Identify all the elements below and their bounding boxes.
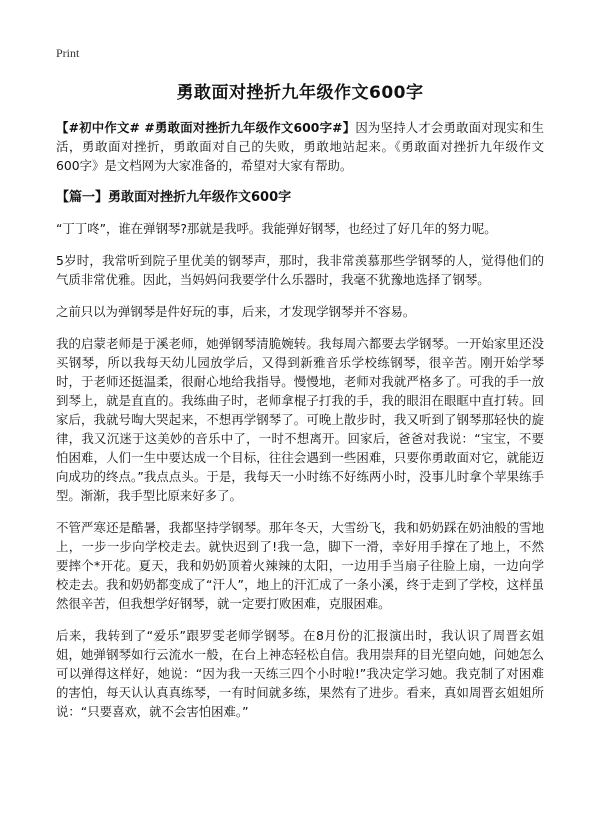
intro-paragraph (56, 118, 544, 175)
intro-text: 因为坚持人才会勇敢面对现实和生活，勇敢面对挫折，勇敢面对自己的失败，勇敢地站起来。《勇敢面对挫折九年级作文600字》是文档网为大家准备的，希望对大家有帮助。 (56, 120, 544, 173)
article-body (56, 118, 544, 734)
paragraph-3: 之前只以为弹钢琴是件好玩的事，后来，才发现学钢琴并不容易。 (56, 304, 416, 319)
section-heading: 【篇一】勇敢面对挫折九年级作文600字 (56, 190, 292, 205)
intro-tag: 【#初中作文# #勇敢面对挫折九年级作文600字#】 (56, 120, 356, 135)
page-title: 勇敢面对挫折九年级作文600字 (176, 83, 424, 103)
paragraph-6: 后来，我转到了“爱乐”跟罗雯老师学钢琴。在8月份的汇报演出时，我认识了周晋玄姐姐，她弹钢琴如行云流水一般，在台上神态轻松自信。我用崇拜的目光望向她，问她怎么可以弹得这样好，她说：“因为我一天练三四个小时啦!”我决定学习她。我克制了对困难的害怕，每天认认真真练琴，一有时间就多练，果然有了进步。看来，真如周晋玄姐姐所说：“只要喜欢，就不会害怕困难。” (56, 628, 544, 719)
paragraph-5: 不管严寒还是酷暑，我都坚持学钢琴。那年冬天，大雪纷飞，我和奶奶踩在奶油般的雪地上，一步一步向学校走去。就快迟到了!我一急，脚下一滑，幸好用手撑在了地上，不然要摔个*开花。夏天，我和奶奶顶着火辣辣的太阳，一边用手当扇子往脸上扇，一边向学校走去。我和奶奶都变成了“汗人”，地上的汗汇成了一条小溪，终于走到了学校，这样虽然很辛苦，但我想学好钢琴，就一定要打败困难，克服困难。 (56, 520, 544, 611)
paragraph-4: 我的启蒙老师是于溪老师，她弹钢琴清脆婉转。我每周六都要去学钢琴。一开始家里还没买钢琴，所以我每天幼儿园放学后，又得到新雅音乐学校练钢琴，很辛苦。刚开始学琴时，于老师还挺温柔，很耐心地给我指导。慢慢地，老师对我就严格多了。可我的手一放到琴上，就是直直的。我练曲子时，老师拿棍子打我的手，我的眼泪在眼眶中直打转。回家后，我就号啕大哭起来，不想再学钢琴了。可晚上散步时，我又听到了钢琴那轻快的旋律，我又沉迷于这美妙的音乐中了，一时不想离开。回家后，爸爸对我说：“宝宝，不要怕困难，人们一生中要达成一个目标，往往会遇到一些困难，只要你勇敢面对它，就能迈向成功的终点。”我点点头。于是，我每天一小时练不好练两小时，没事儿时拿个苹果练手型。渐渐，我手型比原来好多了。 (56, 336, 544, 503)
paragraph-2: 5岁时，我常听到院子里优美的钢琴声，那时，我非常羡慕那些学钢琴的人，觉得他们的气质非常优雅。因此，当妈妈问我要学什么乐器时，我毫不犹豫地选择了钢琴。 (56, 253, 544, 287)
paragraph-1: “丁丁咚”，谁在弹钢琴?那就是我呼。我能弹好钢琴，也经过了好几年的努力呢。 (56, 221, 497, 236)
print-link[interactable]: Print (56, 46, 80, 60)
